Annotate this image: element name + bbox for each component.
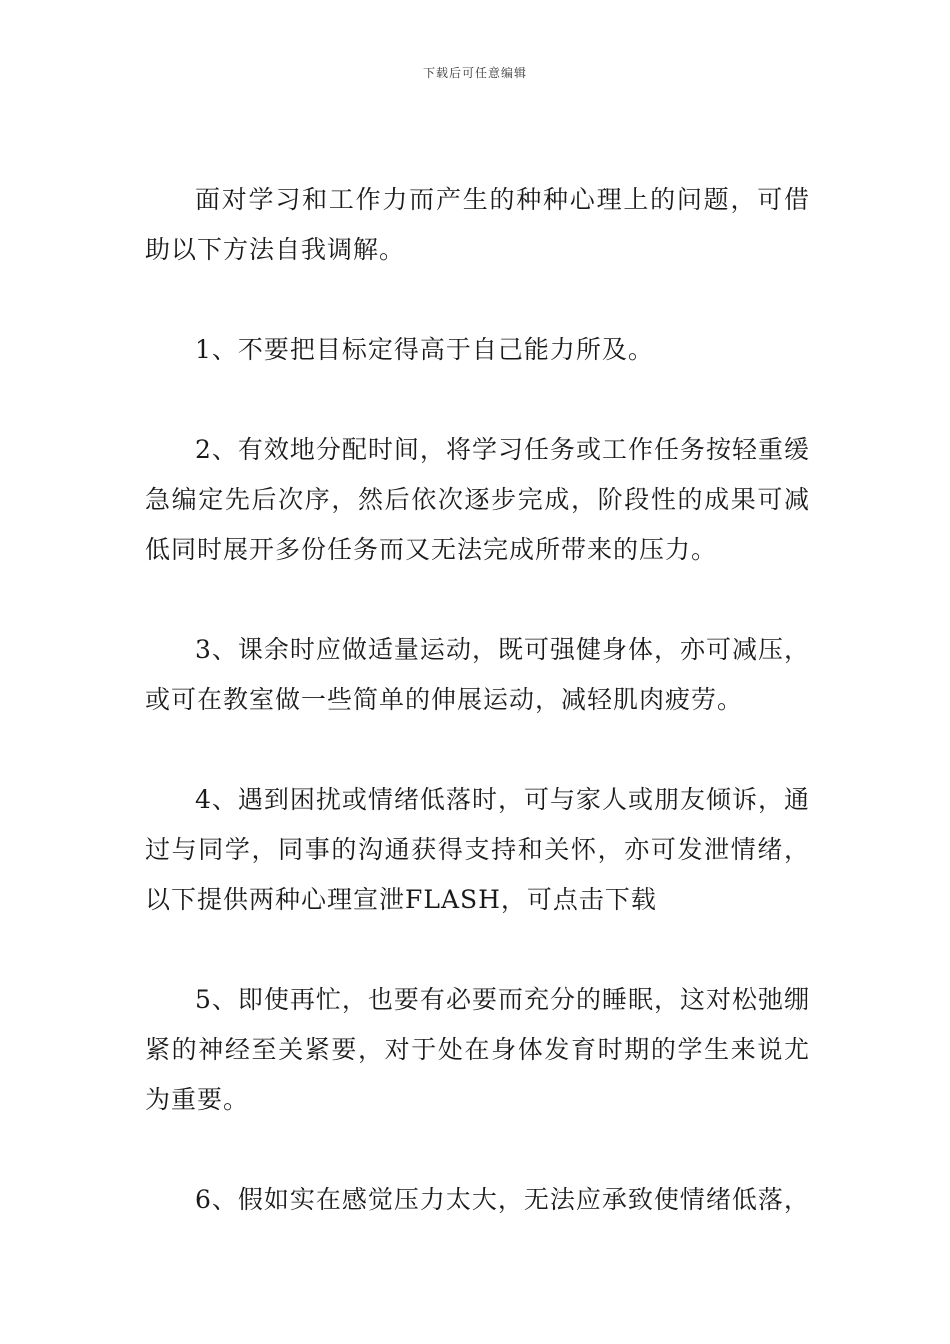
document-body (145, 175, 810, 1275)
list-item-6: 6、假如实在感觉压力太大，无法应承致使情绪低落， (195, 1185, 810, 1214)
list-item-4: 4、遇到困扰或情绪低落时，可与家人或朋友倾诉，通过与同学，同事的沟通获得支持和关怀，亦可发泄情绪，以下提供两种心理宣泄FLASH，可点击下载 (145, 785, 810, 914)
list-item-1: 1、不要把目标定得高于自己能力所及。 (195, 335, 654, 364)
intro-paragraph: 面对学习和工作力而产生的种种心理上的问题，可借助以下方法自我调解。 (145, 185, 810, 264)
page-header: 下载后可任意编辑 (422, 66, 527, 80)
list-item-3: 3、课余时应做适量运动，既可强健身体，亦可减压，或可在教室做一些简单的伸展运动，减轻肌肉疲劳。 (145, 635, 810, 714)
list-item-5: 5、即使再忙，也要有必要而充分的睡眠，这对松弛绷紧的神经至关紧要，对于处在身体发育时期的学生来说尤为重要。 (145, 985, 810, 1114)
list-item-2: 2、有效地分配时间，将学习任务或工作任务按轻重缓急编定先后次序，然后依次逐步完成，阶段性的成果可减低同时展开多份任务而又无法完成所带来的压力。 (145, 435, 810, 564)
